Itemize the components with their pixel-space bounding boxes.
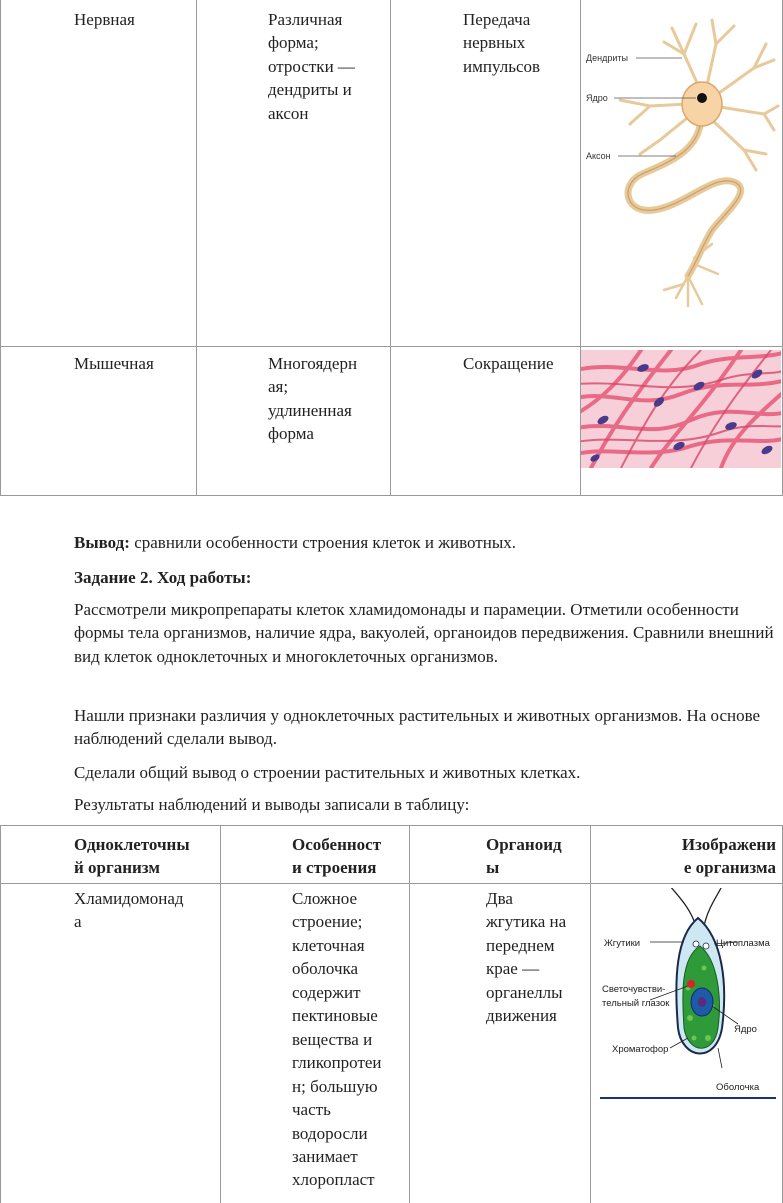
- table-1-row-1-function: Передача нервных импульсов: [463, 10, 541, 76]
- task-2-paragraph-3: Сделали общий вывод о строении растительных и животных клетках.: [74, 763, 581, 782]
- table-1-row-1-tissue: Нервная: [74, 10, 135, 29]
- conclusion-label: Вывод:: [74, 533, 130, 552]
- chlamy-label-eyespot-1: Светочувстви-: [602, 984, 666, 995]
- conclusion: [74, 531, 774, 554]
- chlamy-label-chromatophore: Хроматофор: [612, 1044, 669, 1055]
- conclusion-text: сравнили особенности строения клеток и животных.: [129, 533, 517, 552]
- task-2-paragraph-1: Рассмотрели микропрепараты клеток хламидомонады и парамеции. Отметили особенности формы тела организмов, наличие ядра, вакуолей, органоидов передвижения. Сравнили внешний вид клеток одноклеточных и многоклеточных организмов.: [74, 600, 774, 666]
- table-1-row-2-features: Многоядерн ая; удлиненная форма: [268, 354, 358, 444]
- chlamydomonas-illustration: [598, 888, 778, 1102]
- neuron-label-dendrites: Дендриты: [586, 53, 628, 63]
- task-2-paragraph-2: Нашли признаки различия у одноклеточных растительных и животных организмов. На основе наблюдений сделали вывод.: [74, 706, 761, 749]
- chlamy-label-nucleus: Ядро: [734, 1024, 757, 1035]
- table-2-row-1-organism: Хламидомонад а: [74, 889, 184, 932]
- neuron-label-axon: Аксон: [586, 151, 611, 161]
- chlamy-label-membrane: Оболочка: [716, 1082, 760, 1093]
- neuron-label-nucleus: Ядро: [586, 93, 608, 103]
- table-2-header-organism: Одноклеточны й организм: [74, 835, 190, 878]
- chlamy-label-cytoplasm: Цитоплазма: [716, 938, 770, 949]
- chlamy-label-eyespot-2: тельный глазок: [602, 998, 670, 1009]
- table-2-header-image: Изображени е организма: [681, 835, 776, 878]
- task-2-paragraph-4: Результаты наблюдений и выводы записали в таблицу:: [74, 795, 470, 814]
- table-2-header-structure: Особенност и строения: [292, 835, 382, 878]
- table-2-row-1-structure: Сложное строение; клеточная оболочка содержит пектиновые вещества и гликопротеи н; большую часть водоросли занимает хлоропласт: [292, 889, 382, 1190]
- task-2-heading: Задание 2. Ход работы:: [74, 568, 252, 587]
- table-1-row-1-features: Различная форма; отростки — дендриты и аксон: [268, 10, 355, 123]
- table-1-row-2-function: Сокращение: [463, 354, 554, 373]
- chlamy-label-flagella: Жгутики: [604, 938, 641, 949]
- table-1-row-2-tissue: Мышечная: [74, 354, 154, 373]
- neuron-illustration: [584, 14, 780, 310]
- neuron-nucleus-dot: [697, 93, 707, 103]
- table-2-row-1-organelles: Два жгутика на переднем крае — органеллы движения: [486, 889, 567, 1026]
- muscle-tissue-illustration: [581, 350, 781, 468]
- table-2-header-organelles: Органоид ы: [486, 835, 562, 878]
